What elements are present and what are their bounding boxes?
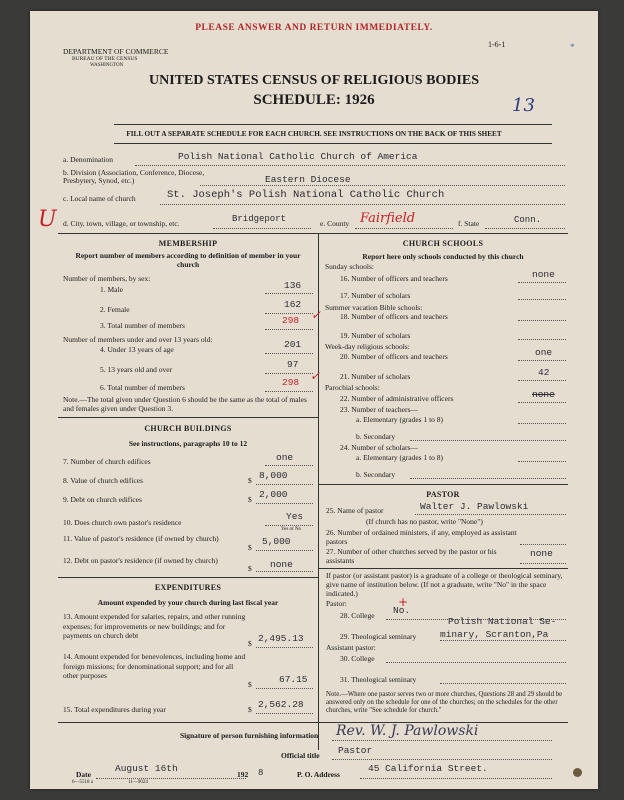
membership-note: Note.—The total given under Question 6 should be the same as the total of males and females given under Question 3. [63, 395, 307, 413]
q23-label: 23. Number of teachers— [340, 405, 418, 414]
document-title: UNITED STATES CENSUS OF RELIGIOUS BODIES [148, 73, 479, 88]
division-value: Eastern Diocese [265, 174, 351, 185]
state-label: f. State [458, 219, 480, 228]
expenditures-sub: Amount expended by your church during last fiscal year [97, 598, 279, 607]
date-line [96, 778, 246, 779]
q24a-line [518, 461, 566, 462]
q12-value: none [270, 559, 293, 570]
city: WASHINGTON [90, 63, 124, 68]
q3-label: 3. Total number of members [100, 321, 185, 330]
q6-check-mark: ✓ [310, 369, 321, 383]
q17-line [518, 299, 566, 300]
fill-out-instruction: FILL OUT A SEPARATE SCHEDULE FOR EACH CHURCH. SEE INSTRUCTIONS ON THE BACK OF THIS SHEET [126, 130, 502, 138]
q11-value: 5,000 [262, 536, 291, 547]
footer-rule [58, 722, 568, 723]
q24a-label: a. Elementary (grades 1 to 8) [356, 453, 444, 462]
q21-label: 21. Number of scholars [340, 372, 411, 381]
official-title-label: Official title [281, 751, 320, 760]
summer-label: Summer vacation Bible schools: [325, 303, 423, 312]
membership-heading: MEMBERSHIP [158, 239, 218, 248]
city-label: d. City, town, village, or township, etc. [63, 219, 180, 228]
blue-mark: * [570, 42, 575, 52]
q8-label: 8. Value of church edifices [63, 476, 144, 485]
pastor-sub-label: Pastor: [326, 599, 347, 608]
q22-label: 22. Number of administrative officers [340, 394, 454, 403]
q5-line [265, 373, 313, 374]
buildings-rule [58, 417, 318, 418]
q5-value: 97 [287, 359, 299, 370]
q30-line [386, 662, 566, 663]
address-line [360, 778, 552, 779]
header-rule-top [114, 124, 552, 125]
q23b-label: b. Secondary [356, 432, 396, 441]
q31-line [440, 683, 566, 684]
local-name-value: St. Joseph's Polish National Catholic Church [167, 189, 445, 201]
form-code: 1-6-1 [488, 40, 506, 49]
address-label: P. O. Address [297, 770, 340, 779]
schools-heading: CHURCH SCHOOLS [402, 239, 484, 248]
yes-no-hint: Yes or No [281, 527, 302, 532]
q15-line [256, 713, 313, 714]
q20-value: one [535, 347, 553, 358]
q15-label: 15. Total expenditures during year [63, 705, 166, 714]
q2-line [265, 313, 313, 314]
q29-value-line1: Polish National Se- [448, 616, 557, 627]
q6-line [265, 391, 313, 392]
q4-value: 201 [284, 339, 302, 350]
local-name-label: c. Local name of church [63, 194, 136, 203]
by-sex-label: Number of members, by sex: [63, 274, 151, 283]
q20-label: 20. Number of officers and teachers [340, 352, 448, 361]
q15-value: 2,562.28 [258, 699, 304, 710]
assistant-label: Assistant pastor: [326, 643, 376, 652]
q25-note: (If church has no pastor, write "None") [366, 517, 483, 526]
q30-label: 30. College [340, 654, 375, 663]
q23a-label: a. Elementary (grades 1 to 8) [356, 415, 444, 424]
denomination-line [135, 165, 565, 166]
q10-line [265, 525, 313, 526]
signature: Rev. W. J. Pawlowski [336, 723, 479, 739]
q25-value: Walter J. Pawlowski [420, 501, 529, 512]
county-label: e. County [320, 219, 350, 228]
q23b-line [410, 440, 566, 441]
q7-line [265, 465, 313, 466]
q2-value: 162 [284, 299, 302, 310]
stain-spot [573, 768, 582, 777]
address-value: 45 California Street. [368, 763, 488, 774]
q24b-line [410, 478, 566, 479]
q6-value: 298 [282, 377, 300, 388]
q9-value: 2,000 [259, 489, 288, 500]
membership-sub: Report number of members according to definition of member in your church [75, 251, 301, 269]
q26-label: 26. Number of ordained ministers, if any, employed as assistant pastors [326, 528, 517, 546]
q24-label: 24. Number of scholars— [340, 443, 418, 452]
q19-line [518, 339, 566, 340]
q19-label: 19. Number of scholars [340, 331, 411, 340]
q26-line [520, 544, 566, 545]
red-tick-mark: + [398, 595, 409, 609]
schedule-title: SCHEDULE: 1926 [253, 92, 375, 108]
q11-label: 11. Value of pastor's residence (if owned by church) [63, 534, 219, 543]
q8-line [256, 484, 313, 485]
buildings-heading: CHURCH BUILDINGS [144, 424, 232, 433]
q27-value: none [530, 548, 553, 559]
division-label: b. Division (Association, Conference, Diocese, Presbytery, Synod, etc.) [63, 168, 205, 185]
form-number: 6—5518 a [72, 780, 93, 785]
q4-line [265, 353, 313, 354]
q31-label: 31. Theological seminary [340, 675, 417, 684]
q21-value: 42 [538, 367, 550, 378]
q22-line [518, 402, 566, 403]
q22-value: none [532, 389, 555, 400]
pastor-note: Note.—Where one pastor serves two or more churches, Questions 28 and 29 should be answered only on the schedule for one of the churches; on the schedules for the other churches, write "See schedule for church." [326, 691, 563, 714]
q16-value: none [532, 269, 555, 280]
section-rule [58, 233, 568, 234]
q10-value: Yes [286, 511, 304, 522]
graduate-note: If pastor (or assistant pastor) is a graduate of a college or theological seminary, give name of institution below. (If not a graduate, write "No" in the space indicated.) [326, 571, 563, 598]
q8-dollar: $ [248, 476, 252, 485]
q11-line [256, 550, 313, 551]
date-label: Date [76, 770, 91, 779]
q25-line [415, 514, 566, 515]
q1-value: 136 [284, 280, 302, 291]
q18-label: 18. Number of officers and teachers [340, 312, 448, 321]
age-label: Number of members under and over 13 years old: [63, 335, 213, 344]
q12-dollar: $ [248, 564, 252, 573]
city-value: Bridgeport [232, 214, 287, 224]
q25-label: 25. Name of pastor [326, 506, 384, 515]
q6-label: 6. Total number of members [100, 383, 185, 392]
q21-line [518, 380, 566, 381]
q8-value: 8,000 [259, 470, 288, 481]
date-value: August 16th [115, 763, 178, 774]
parochial-label: Parochial schools: [325, 383, 380, 392]
q1-line [265, 293, 313, 294]
q17-label: 17. Number of scholars [340, 291, 411, 300]
q29-value-line2: minary, Scranton,Pa [440, 629, 549, 640]
department: DEPARTMENT OF COMMERCE [63, 47, 169, 56]
division-line [200, 185, 565, 186]
q5-label: 5. 13 years old and over [100, 365, 173, 374]
census-schedule-document [30, 11, 598, 789]
q16-label: 16. Number of officers and teachers [340, 274, 448, 283]
sunday-label: Sunday schools: [325, 262, 374, 271]
weekday-label: Week-day religious schools: [325, 342, 410, 351]
q29-line [440, 640, 566, 641]
q20-line [518, 360, 566, 361]
q27-line [520, 563, 566, 564]
q1-label: 1. Male [100, 285, 123, 294]
q28-value: No. [393, 605, 411, 616]
q9-dollar: $ [248, 495, 252, 504]
q14-dollar: $ [248, 680, 252, 689]
q3-value: 298 [282, 315, 300, 326]
q12-line [256, 571, 313, 572]
q4-label: 4. Under 13 years of age [100, 345, 174, 354]
expenditures-heading: EXPENDITURES [154, 583, 222, 592]
expenditures-rule [58, 577, 318, 578]
q18-line [518, 320, 566, 321]
state-line [485, 228, 565, 229]
form-number-2: 11—9024 [128, 780, 148, 785]
year-suffix: 8 [258, 768, 264, 778]
q13-value: 2,495.13 [258, 633, 304, 644]
q14-line [256, 688, 313, 689]
city-line [213, 228, 311, 229]
q3-check-mark: ✓ [311, 308, 322, 322]
q14-value: 67.15 [279, 674, 308, 685]
q28-label: 28. College [340, 611, 375, 620]
q2-label: 2. Female [100, 305, 130, 314]
q13-line [256, 647, 313, 648]
q3-line [265, 329, 313, 330]
bureau: BUREAU OF THE CENSUS [72, 56, 138, 62]
q11-dollar: $ [248, 543, 252, 552]
q12-label: 12. Debt on pastor's residence (if owned by church) [63, 556, 218, 565]
official-title-line [332, 759, 552, 760]
schools-sub: Report here only schools conducted by this church [362, 252, 524, 261]
q9-label: 9. Debt on church edifices [63, 495, 142, 504]
handwritten-number: 13 [512, 95, 535, 116]
official-title-value: Pastor [338, 745, 373, 756]
buildings-sub: See instructions, paragraphs 10 to 12 [128, 439, 248, 448]
denomination-value: Polish National Catholic Church of America [178, 151, 418, 162]
q27-label: 27. Number of other churches served by the pastor or his assistants [326, 547, 497, 565]
margin-mark: U [38, 207, 57, 232]
year-prefix: 192 [237, 770, 249, 779]
signature-label: Signature of person furnishing information [180, 731, 319, 740]
signature-line [332, 740, 552, 741]
q15-dollar: $ [248, 705, 252, 714]
county-value: Fairfield [360, 211, 416, 226]
q16-line [518, 282, 566, 283]
county-line [355, 228, 453, 229]
q13-dollar: $ [248, 639, 252, 648]
q13-label: 13. Amount expended for salaries, repairs, and other running expenses; for improvements or new buildings; and for payments on church debt [63, 612, 246, 640]
header-rule-bottom [114, 143, 552, 144]
q29-label: 29. Theological seminary [340, 632, 417, 641]
pastor-heading: PASTOR [426, 490, 460, 499]
q9-line [256, 503, 313, 504]
q10-label: 10. Does church own pastor's residence [63, 518, 182, 527]
q14-label: 14. Amount expended for benevolences, including home and foreign missions; for denominational support; and for all other purposes [63, 652, 246, 680]
pastor-rule [318, 484, 568, 485]
q23a-line [518, 423, 566, 424]
q24b-label: b. Secondary [356, 470, 396, 479]
q7-value: one [276, 452, 294, 463]
state-value: Conn. [514, 215, 542, 225]
denomination-label: a. Denomination [63, 155, 113, 164]
graduate-rule [318, 568, 568, 569]
q7-label: 7. Number of church edifices [63, 457, 151, 466]
return-instruction: PLEASE ANSWER AND RETURN IMMEDIATELY. [195, 23, 433, 33]
local-name-line [160, 204, 565, 205]
